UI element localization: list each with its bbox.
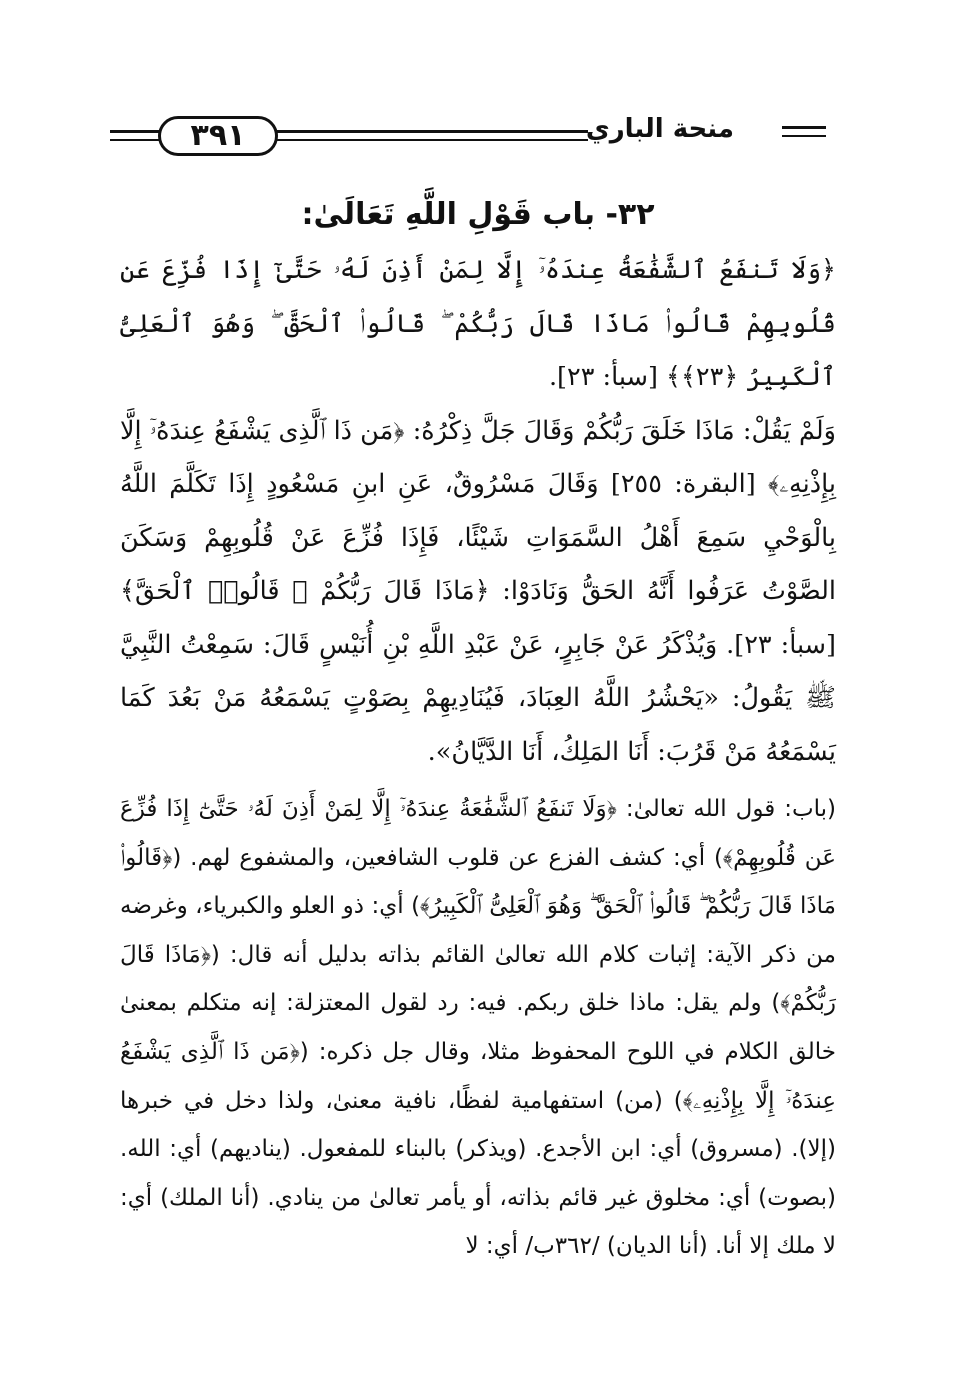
- running-title: منحة الباري: [585, 114, 734, 144]
- header-rule-middle-bottom: [276, 139, 588, 141]
- header-rule-left-bottom: [110, 139, 160, 141]
- page-content: [120, 188, 836, 1271]
- hadith-text: [120, 244, 836, 779]
- header-rule-right-bottom: [782, 135, 826, 137]
- header-rule-left-top: [110, 130, 160, 133]
- matn-narration-paragraph: وَلَمْ يَقُلْ: مَاذَا خَلَقَ رَبُّكُمْ وَقَالَ جَلَّ ذِكْرُهُ: ﴿مَن ذَا ٱلَّذِى يَشْفَعُ عِندَهُۥٓ إِلَّا بِإِذْنِهِۦ﴾ [البقرة: ٢٥٥] وَقَالَ مَسْرُوقٌ، عَنِ ابنِ مَسْعُودٍ إِذَا تَكَلَّمَ اللَّهُ بِالْوَحْيِ سَمِعَ أَهْلُ السَّمَوَاتِ شَيْئًا، فَإِذَا فُزِّعَ عَنْ قُلُوبِهِمْ وَسَكَنَ الصَّوْتُ عَرَفُوا أَنَّهُ الحَقُّ وَنَادَوْا: ﴿مَاذَا قَالَ رَبُّكُمْ ۖ قَالُوا۟ ٱلْحَقَّ﴾ [سبأ: ٢٣]. وَيُذْكَرُ عَنْ جَابِرٍ، عَنْ عَبْدِ اللَّهِ بْنِ أُنَيْسٍ قَالَ: سَمِعْتُ النَّبِيَّ ﷺ يَقُولُ: «يَحْشُرُ اللَّهُ العِبَادَ، فَيُنَادِيهِمْ بِصَوْتٍ يَسْمَعُهُ مَنْ بَعُدَ كَمَا يَسْمَعُهُ مَنْ قَرُبَ: أَنَا المَلِكُ، أَنَا الدَّيَّانُ».: [120, 415, 836, 767]
- matn-verse-paragraph: ﴿وَلَا تَنفَعُ ٱلشَّفَٰعَةُ عِندَهُۥٓ إِلَّا لِمَنْ أَذِنَ لَهُۥ حَتَّىٰٓ إِذَا فُزِّعَ عَن قُلُوبِهِمْ قَالُوا۟ مَاذَا قَالَ رَبُّكُمْ ۖ قَالُوا۟ ٱلْحَقَّ ۖ وَهُوَ ٱلْعَلِىُّ ٱلْكَبِيرُ ﴿٢٣﴾﴾ [سبأ: ٢٣].: [120, 255, 836, 392]
- header-rule-middle-top: [276, 130, 588, 133]
- page-number-frame: [158, 116, 278, 156]
- chapter-title: ٣٢- باب قَوْلِ اللَّهِ تَعَالَىٰ:: [301, 197, 655, 232]
- commentary: [120, 785, 836, 1271]
- running-header: [110, 112, 826, 160]
- commentary-paragraph: (باب: قول الله تعالىٰ: ﴿وَلَا تَنفَعُ ٱلشَّفَٰعَةُ عِندَهُۥٓ إِلَّا لِمَنْ أَذِنَ لَهُۥ حَتَّىٰٓ إِذَا فُزِّعَ عَن قُلُوبِهِمْ﴾) أي: كشف الفزع عن قلوب الشافعين، والمشفوع لهم. (﴿قَالُوا۟ مَاذَا قَالَ رَبُّكُمْ ۖ قَالُوا۟ ٱلْحَقَّ ۖ وَهُوَ ٱلْعَلِىُّ ٱلْكَبِيرُ﴾) أي: ذو العلو والكبرياء، وغرضه من ذكر الآية: إثبات كلام الله تعالىٰ القائم بذاته بدليل أنه قال: (﴿مَاذَا قَالَ رَبُّكُمْ﴾) ولم يقل: ماذا خلق ربكم. فيه: رد لقول المعتزلة: إنه متكلم بمعنىٰ خالق الكلام في اللوح المحفوظ مثلا، وقال جل ذكره: (﴿مَن ذَا ٱلَّذِى يَشْفَعُ عِندَهُۥٓ إِلَّا بِإِذْنِهِۦ﴾) (من) استفهامية لفظًا، نافية معنىٰ، ولذا دخل في خبرها (إلا). (مسروق) أي: ابن الأجدع. (ويذكر) بالبناء للمفعول. (يناديهم) أي: الله. (بصوت) أي: مخلوق غير قائم بذاته، أو يأمر تعالىٰ من ينادي. (أنا الملك) أي: لا ملك إلا أنا. (أنا الديان) /٣٦٢ب/ أي: لا: [120, 796, 836, 1260]
- header-rule-right-top: [782, 126, 826, 129]
- page-number: ٣٩١: [190, 118, 246, 153]
